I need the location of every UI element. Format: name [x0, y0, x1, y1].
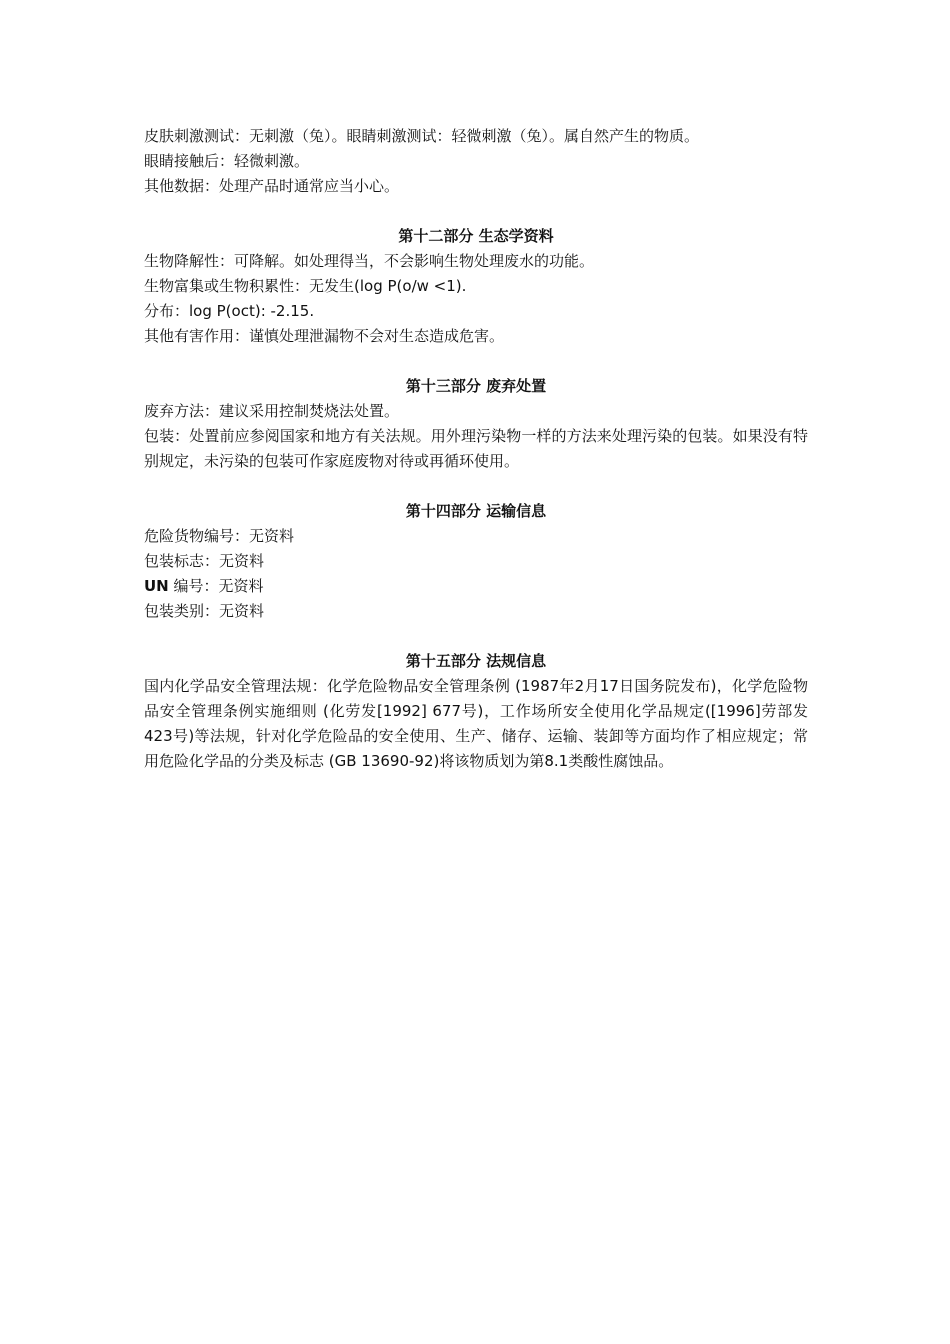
section-gap: [144, 349, 808, 374]
text-line-other-hazards: 其他有害作用：谨慎处理泄漏物不会对生态造成危害。: [144, 327, 505, 345]
text-line-packaging-label: 包装标志：无资料: [144, 552, 265, 570]
section-heading-ecology: 第十二部分 生态学资料: [398, 227, 554, 245]
text-line-eye-contact: 眼睛接触后：轻微刺激。: [144, 152, 310, 170]
text-line-dangerous-goods-number: 危险货物编号：无资料: [144, 527, 295, 545]
section-heading-transport: 第十四部分 运输信息: [405, 502, 547, 520]
text-line-biodegradability: 生物降解性：可降解。如处理得当，不会影响生物处理废水的功能。: [144, 252, 595, 270]
document-page: [144, 124, 808, 774]
un-label: UN: [144, 577, 169, 595]
section-heading-regulations: 第十五部分 法规信息: [405, 652, 547, 670]
text-line-bioaccumulation: 生物富集或生物积累性：无发生(log P(o/w <1).: [144, 277, 467, 295]
text-line-distribution: 分布：log P(oct): -2.15.: [144, 302, 315, 320]
text-paragraph-packaging: 包装：处置前应参阅国家和地方有关法规。用外理污染物一样的方法来处理污染的包装。如果没有特别规定，未污染的包装可作家庭废物对待或再循环使用。: [144, 427, 808, 470]
text-paragraph-regulations: 国内化学品安全管理法规：化学危险物品安全管理条例 (1987年2月17日国务院发布)，化学危险物品安全管理条例实施细则 (化劳发[1992] 677号)，工作场所安全使用化学品规定([1996]劳部发423号)等法规，针对化学危险品的安全使用、生产、储存、运输、装卸等方面均作了相应规定；常用危险化学品的分类及标志 (GB 13690-92)将该物质划为第8.1类酸性腐蚀品。: [144, 677, 808, 770]
text-line-disposal-method: 废弃方法：建议采用控制焚烧法处置。: [144, 402, 400, 420]
section-gap: [144, 474, 808, 499]
section-heading-disposal: 第十三部分 废弃处置: [405, 377, 547, 395]
section-gap: [144, 624, 808, 649]
text-line-skin-eye-irritation: 皮肤刺激测试：无刺激（兔）。眼睛刺激测试：轻微刺激（兔）。属自然产生的物质。: [144, 127, 700, 145]
text-line-un-number: [144, 574, 808, 599]
un-number-value: 编号：无资料: [168, 577, 264, 595]
text-line-other-data: 其他数据：处理产品时通常应当小心。: [144, 177, 400, 195]
text-line-packaging-category: 包装类别：无资料: [144, 602, 265, 620]
section-gap: [144, 199, 808, 224]
